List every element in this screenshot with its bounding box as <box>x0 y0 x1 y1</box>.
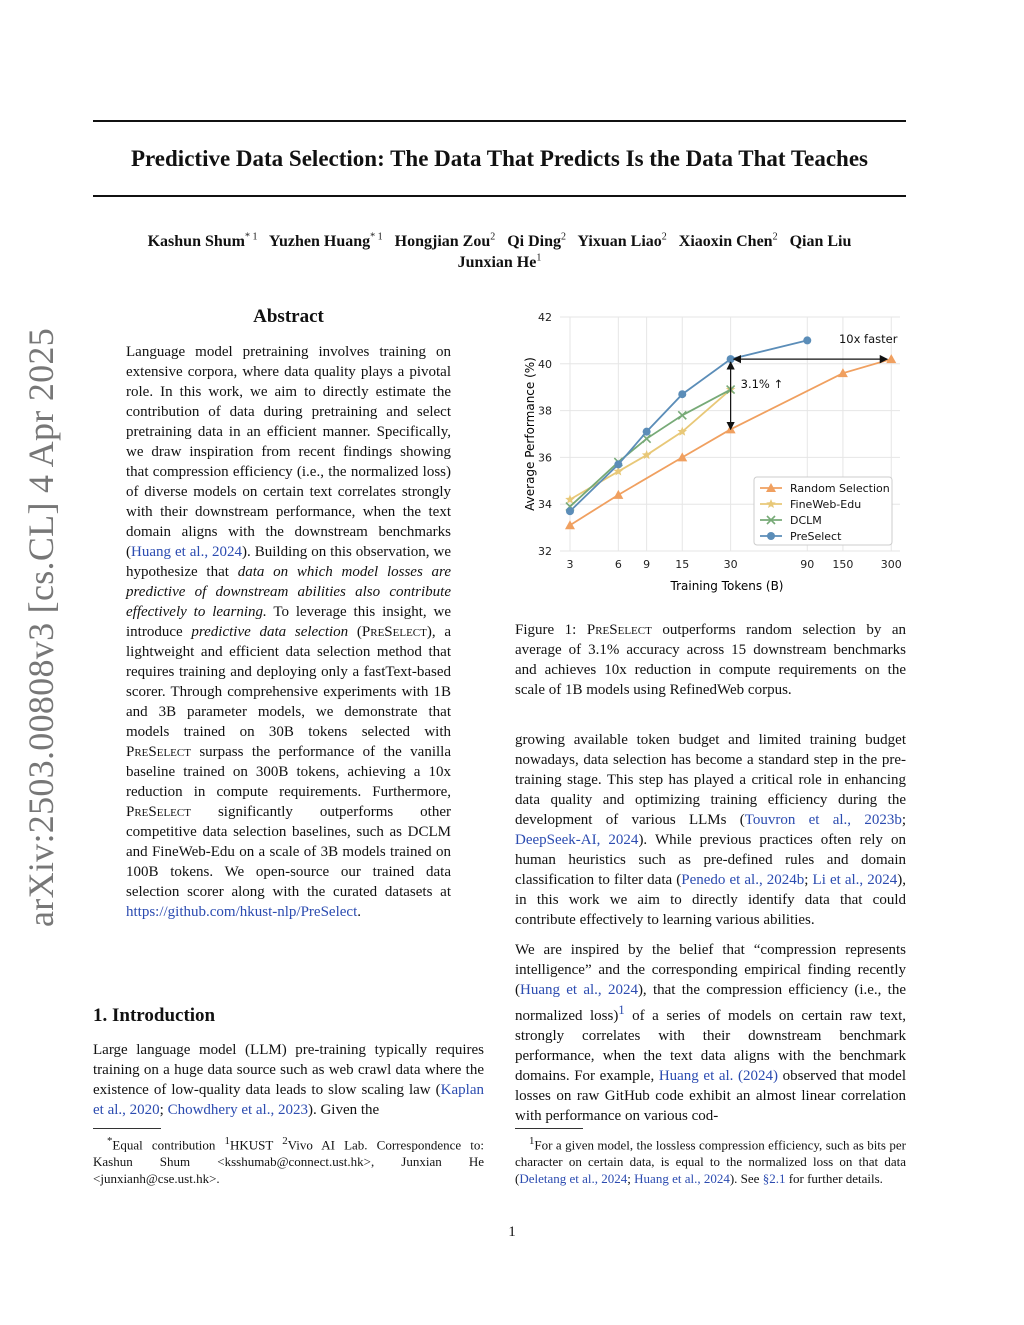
github-link[interactable]: https://github.com/hkust-nlp/PreSelect <box>126 904 358 920</box>
citation-link[interactable]: Huang et al., 2024 <box>131 544 243 560</box>
data-point-circle <box>767 532 775 540</box>
citation-link[interactable]: Kaplan et al., 2020 <box>93 1082 484 1118</box>
y-tick-label: 40 <box>538 357 552 371</box>
citation-link[interactable]: Huang et al. (2024) <box>658 1068 779 1084</box>
citation-link[interactable]: Deletang et al., 2024 <box>519 1171 628 1187</box>
data-point-circle <box>614 460 622 468</box>
paper-title: Predictive Data Selection: The Data That Predicts Is the Data That Teaches <box>130 146 869 171</box>
author: Hongjian Zou$^2$ <box>394 232 496 251</box>
page-number: 1 <box>508 1224 516 1240</box>
y-tick-label: 38 <box>538 404 552 418</box>
citation-link[interactable]: Touvron et al., 2023b <box>744 812 902 828</box>
citation-link[interactable]: Chowdhery et al., 2023 <box>167 1102 308 1118</box>
section-link[interactable]: §2.1 <box>762 1171 786 1187</box>
annotation-label: 10x faster <box>838 332 898 347</box>
footnote-left: *Equal contribution $^1$HKUST $^2$Vivo AI Lab. Correspondence to: Kashun Shum <ksshumab@connect.ust.hk>, Junxian He <junxianh@cse.ust.hk>. <box>93 1135 484 1187</box>
x-tick-label: 300 <box>880 558 902 571</box>
y-tick-label: 32 <box>538 545 552 558</box>
author: Junxian He$^1$ <box>457 253 542 272</box>
x-tick-label: 15 <box>675 558 690 571</box>
x-tick-label: 9 <box>643 558 651 571</box>
legend-label: PreSelect <box>790 530 842 543</box>
legend-label: DCLM <box>790 514 822 527</box>
x-tick-label: 30 <box>723 558 738 571</box>
citation-link[interactable]: Li et al., 2024 <box>812 872 898 888</box>
abstract-body: Language model pretraining involves training on extensive corpora, where data quality plays a pivotal role. In this work, we aim to directly estimate the contribution of data during pretraining and select pretraining data in an efficient manner. Specifically, we draw inspiration from recent findings showing that compression efficiency (i.e., the normalized loss) of diverse models on certain text correlates strongly with their downstream performance, when the text domain aligns with the downstream benchmarks (Huang et al., 2024). Building on this observation, we hypothesize that data on which model losses are predictive of downstream abilities also contribute effectively to learning. To leverage this insight, we introduce predictive data selection (PreSelect), a lightweight and efficient data selection method that requires training and deploying only a fastText-based scorer. Through comprehensive experiments with 1B and 3B parameter models, we demonstrate that models trained on 30B tokens selected with PreSelect surpass the performance of the vanilla baseline trained on 300B tokens, achieving a 10x reduction in compute requirements. Furthermore, PreSelect significantly outperforms other competitive data selection baselines, such as DCLM and FineWeb-Edu on a scale of 3B models trained on 100B tokens. We open-source our trained data selection scorer along with the curated datasets at https://github.com/hkust-nlp/PreSelect. <box>126 344 452 920</box>
footnote-marker[interactable]: 1 <box>618 1003 625 1017</box>
citation-link[interactable]: Huang et al., 2024 <box>634 1171 730 1187</box>
author: Xiaoxin Chen$^2$ <box>678 232 778 251</box>
title-top-rule <box>93 120 906 122</box>
author: Kashun Shum$^{* 1}$ <box>147 232 258 251</box>
author-list <box>93 232 906 251</box>
abstract-heading: Abstract <box>253 306 324 327</box>
footnote-rule <box>93 1128 161 1129</box>
intro-continued: growing available token budget and limited training budget nowadays, data selection has become a standard step in the pre-training stage. This step has played a critical role in enhancing data quality and optimizing training efficiency during the development of various LLMs (Touvron et al., 2023b; DeepSeek-AI, 2024). While previous practices often rely on human heuristics such as pre-defined rules and domain classification to filter data (Penedo et al., 2024b; Li et al., 2024), in this work we aim to directly identify data that could contribute effectively to learning various abilities. We are inspired by the belief that “compression represents intelligence” and the corresponding empirical finding recently (Huang et al., 2024), that the compression efficiency (i.e., the normalized loss)$^1$ of a series of models on certain raw text, strongly correlates with their downstream benchmark performance, when the text data aligns with the benchmark domains. For example, Huang et al. (2024) observed that model losses on raw GitHub code exhibit an almost linear correlation with performance on various cod- <box>515 732 907 1124</box>
y-axis-label: Average Performance (%) <box>523 357 537 511</box>
author-list-line2 <box>93 253 906 272</box>
data-point-circle <box>566 507 574 515</box>
y-tick-label: 36 <box>538 451 552 465</box>
legend-label: Random Selection <box>790 482 890 495</box>
annotation-label: 3.1% ↑ <box>740 377 784 392</box>
x-tick-label: 90 <box>800 558 815 571</box>
footnote-rule <box>515 1128 583 1129</box>
author: Yixuan Liao$^2$ <box>577 232 667 251</box>
citation-link[interactable]: Penedo et al., 2024b <box>681 872 805 888</box>
data-point-circle <box>727 355 735 363</box>
author: Yuzhen Huang$^{* 1}$ <box>268 232 383 251</box>
x-axis-label: Training Tokens (B) <box>670 579 784 593</box>
footnote-right: $^1$For a given model, the lossless compression efficiency, such as bits per character on certain data, is equal to the normalized loss on that data (Deletang et al., 2024; Huang et al., 2024). See §2.1 for further details. <box>515 1135 906 1187</box>
x-tick-label: 150 <box>832 558 854 571</box>
figure-caption: Figure 1: PreSelect outperforms random selection by an average of 3.1% accuracy across 15 downstream benchmarks and achieves 10x reduction in compute requirements on the scale of 1B models using RefinedWeb corpus. <box>515 622 906 698</box>
x-tick-label: 3 <box>566 558 574 571</box>
author: Qi Ding$^2$ <box>507 232 567 251</box>
citation-link[interactable]: Huang et al., 2024 <box>520 982 638 998</box>
legend-label: FineWeb-Edu <box>790 498 862 511</box>
citation-link[interactable]: DeepSeek-AI, 2024 <box>515 832 639 848</box>
data-point-circle <box>678 390 686 398</box>
title-bottom-rule <box>93 195 906 197</box>
x-tick-label: 6 <box>614 558 622 571</box>
introduction-body: Large language model (LLM) pre-training typically requires training on a huge data source such as web crawl data where the existence of low-quality data leads to slow scaling law (Kaplan et al., 2020; Chowdhery et al., 2023). Given the <box>93 1042 484 1118</box>
data-point-circle <box>643 428 651 436</box>
author: Qian Liu <box>789 233 852 251</box>
performance-chart <box>515 305 910 600</box>
y-tick-label: 34 <box>538 498 552 512</box>
introduction-heading: 1. Introduction <box>93 1005 216 1026</box>
arxiv-identifier: arXiv:2503.00808v3 [cs.CL] 4 Apr 2025 <box>21 327 61 927</box>
data-point-circle <box>803 336 811 344</box>
y-tick-label: 42 <box>538 311 552 324</box>
